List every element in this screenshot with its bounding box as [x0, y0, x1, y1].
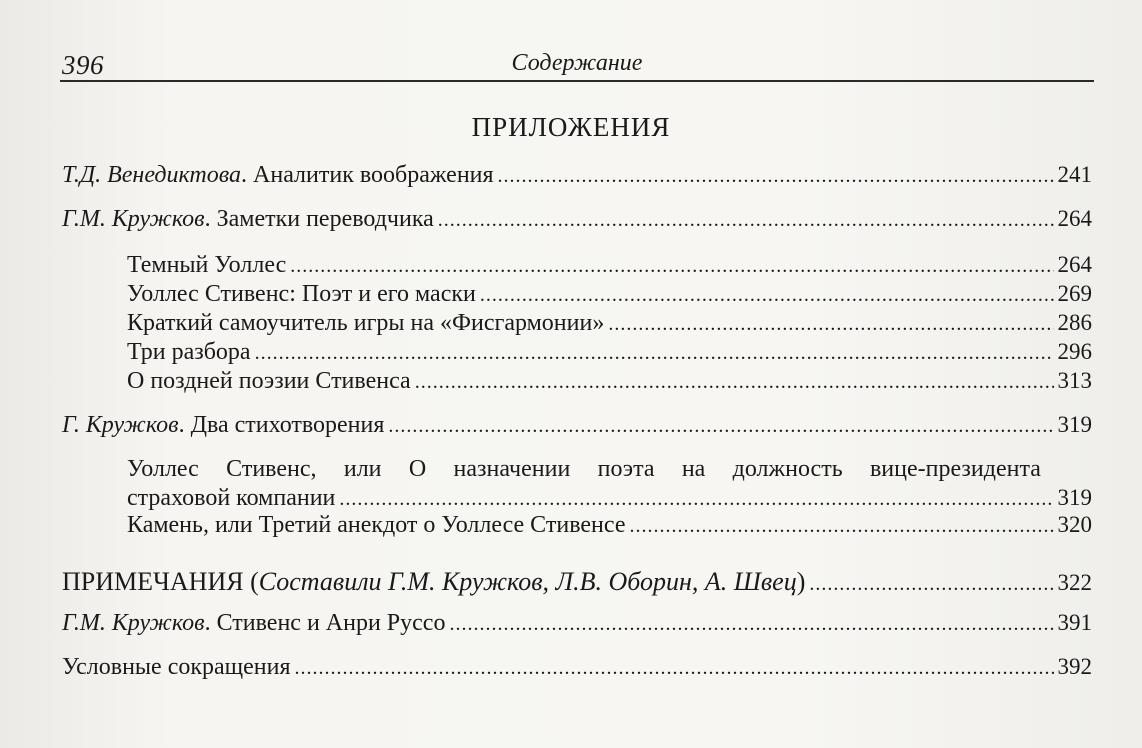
toc-page-number: 296 [1057, 339, 1092, 364]
toc-title: страховой компании [127, 485, 336, 511]
dot-leader [608, 313, 1053, 336]
toc-title-first-line: Уоллес Стивенс, или О назначении поэта на должность вице-президента [127, 456, 1041, 482]
toc-author: Г.М. Кружков [62, 206, 205, 232]
toc-title: ПРИМЕЧАНИЯ ( [62, 567, 259, 596]
toc-entry [62, 162, 1092, 189]
toc-page-number: 322 [1057, 570, 1092, 595]
toc-page-number: 319 [1057, 412, 1092, 437]
dot-leader [415, 371, 1054, 394]
dot-leader [449, 613, 1053, 636]
toc-page-number: 313 [1057, 368, 1092, 393]
toc-title: Темный Уоллес [127, 252, 287, 278]
toc-subentry [127, 512, 1092, 539]
dot-leader [809, 573, 1053, 596]
toc-page-number: 392 [1057, 654, 1092, 679]
toc-compilers: Составили Г.М. Кружков, Л.В. Оборин, А. Швец [258, 567, 797, 596]
toc-author: Г. Кружков [62, 412, 179, 438]
toc-page-number: 264 [1057, 252, 1092, 277]
toc-author: Т.Д. Венедиктова [62, 162, 242, 188]
toc-entry [62, 412, 1092, 439]
toc-subentry [127, 281, 1092, 308]
toc-subentry [127, 339, 1092, 366]
header-rule [60, 80, 1094, 82]
toc-subentry [127, 368, 1092, 395]
toc-title: Три разбора [127, 339, 251, 365]
section-title: ПРИЛОЖЕНИЯ [471, 112, 671, 142]
dot-leader [290, 255, 1053, 278]
running-head: Содержание [511, 50, 643, 76]
toc-entry [62, 206, 1092, 233]
dot-leader [498, 165, 1054, 188]
toc-title: . Аналитик воображения [241, 162, 494, 188]
toc-subentry [127, 485, 1092, 512]
toc-page-number: 320 [1057, 512, 1092, 537]
toc-title: Условные сокращения [62, 654, 291, 680]
dot-leader [339, 488, 1053, 511]
toc-title: . Стивенс и Анри Руссо [204, 610, 446, 636]
dot-leader [438, 209, 1054, 232]
dot-leader [388, 415, 1053, 438]
toc-author: Г.М. Кружков [62, 610, 205, 636]
toc-subentry [127, 252, 1092, 279]
toc-page-number: 264 [1057, 206, 1092, 231]
toc-title: О поздней поэзии Стивенса [127, 368, 411, 394]
dot-leader [480, 284, 1054, 307]
dot-leader [295, 657, 1054, 680]
page-header [62, 44, 1092, 84]
toc-page-number: 269 [1057, 281, 1092, 306]
toc-title: Уоллес Стивенс: Поэт и его маски [127, 281, 476, 307]
page-number: 396 [62, 50, 104, 80]
toc-page-number: 391 [1057, 610, 1092, 635]
toc-entry [62, 610, 1092, 637]
dot-leader [255, 342, 1054, 365]
toc-subentry [127, 310, 1092, 337]
toc-page-number: 286 [1057, 310, 1092, 335]
toc-page-number: 319 [1057, 485, 1092, 510]
toc-entry-notes: ПРИМЕЧАНИЯ (Составили Г.М. Кружков, Л.В. Оборин, А. Швец) ..... 322 [62, 567, 1092, 597]
toc-entry [62, 654, 1092, 681]
toc-title: Краткий самоучитель игры на «Фисгармонии» [127, 310, 605, 336]
toc-title: Камень, или Третий анекдот о Уоллесе Стивенсе [127, 512, 626, 538]
dot-leader [629, 515, 1053, 538]
toc-page-number: 241 [1057, 162, 1092, 187]
toc-title: . Два стихотворения [178, 412, 385, 438]
toc-title: . Заметки переводчика [204, 206, 434, 232]
